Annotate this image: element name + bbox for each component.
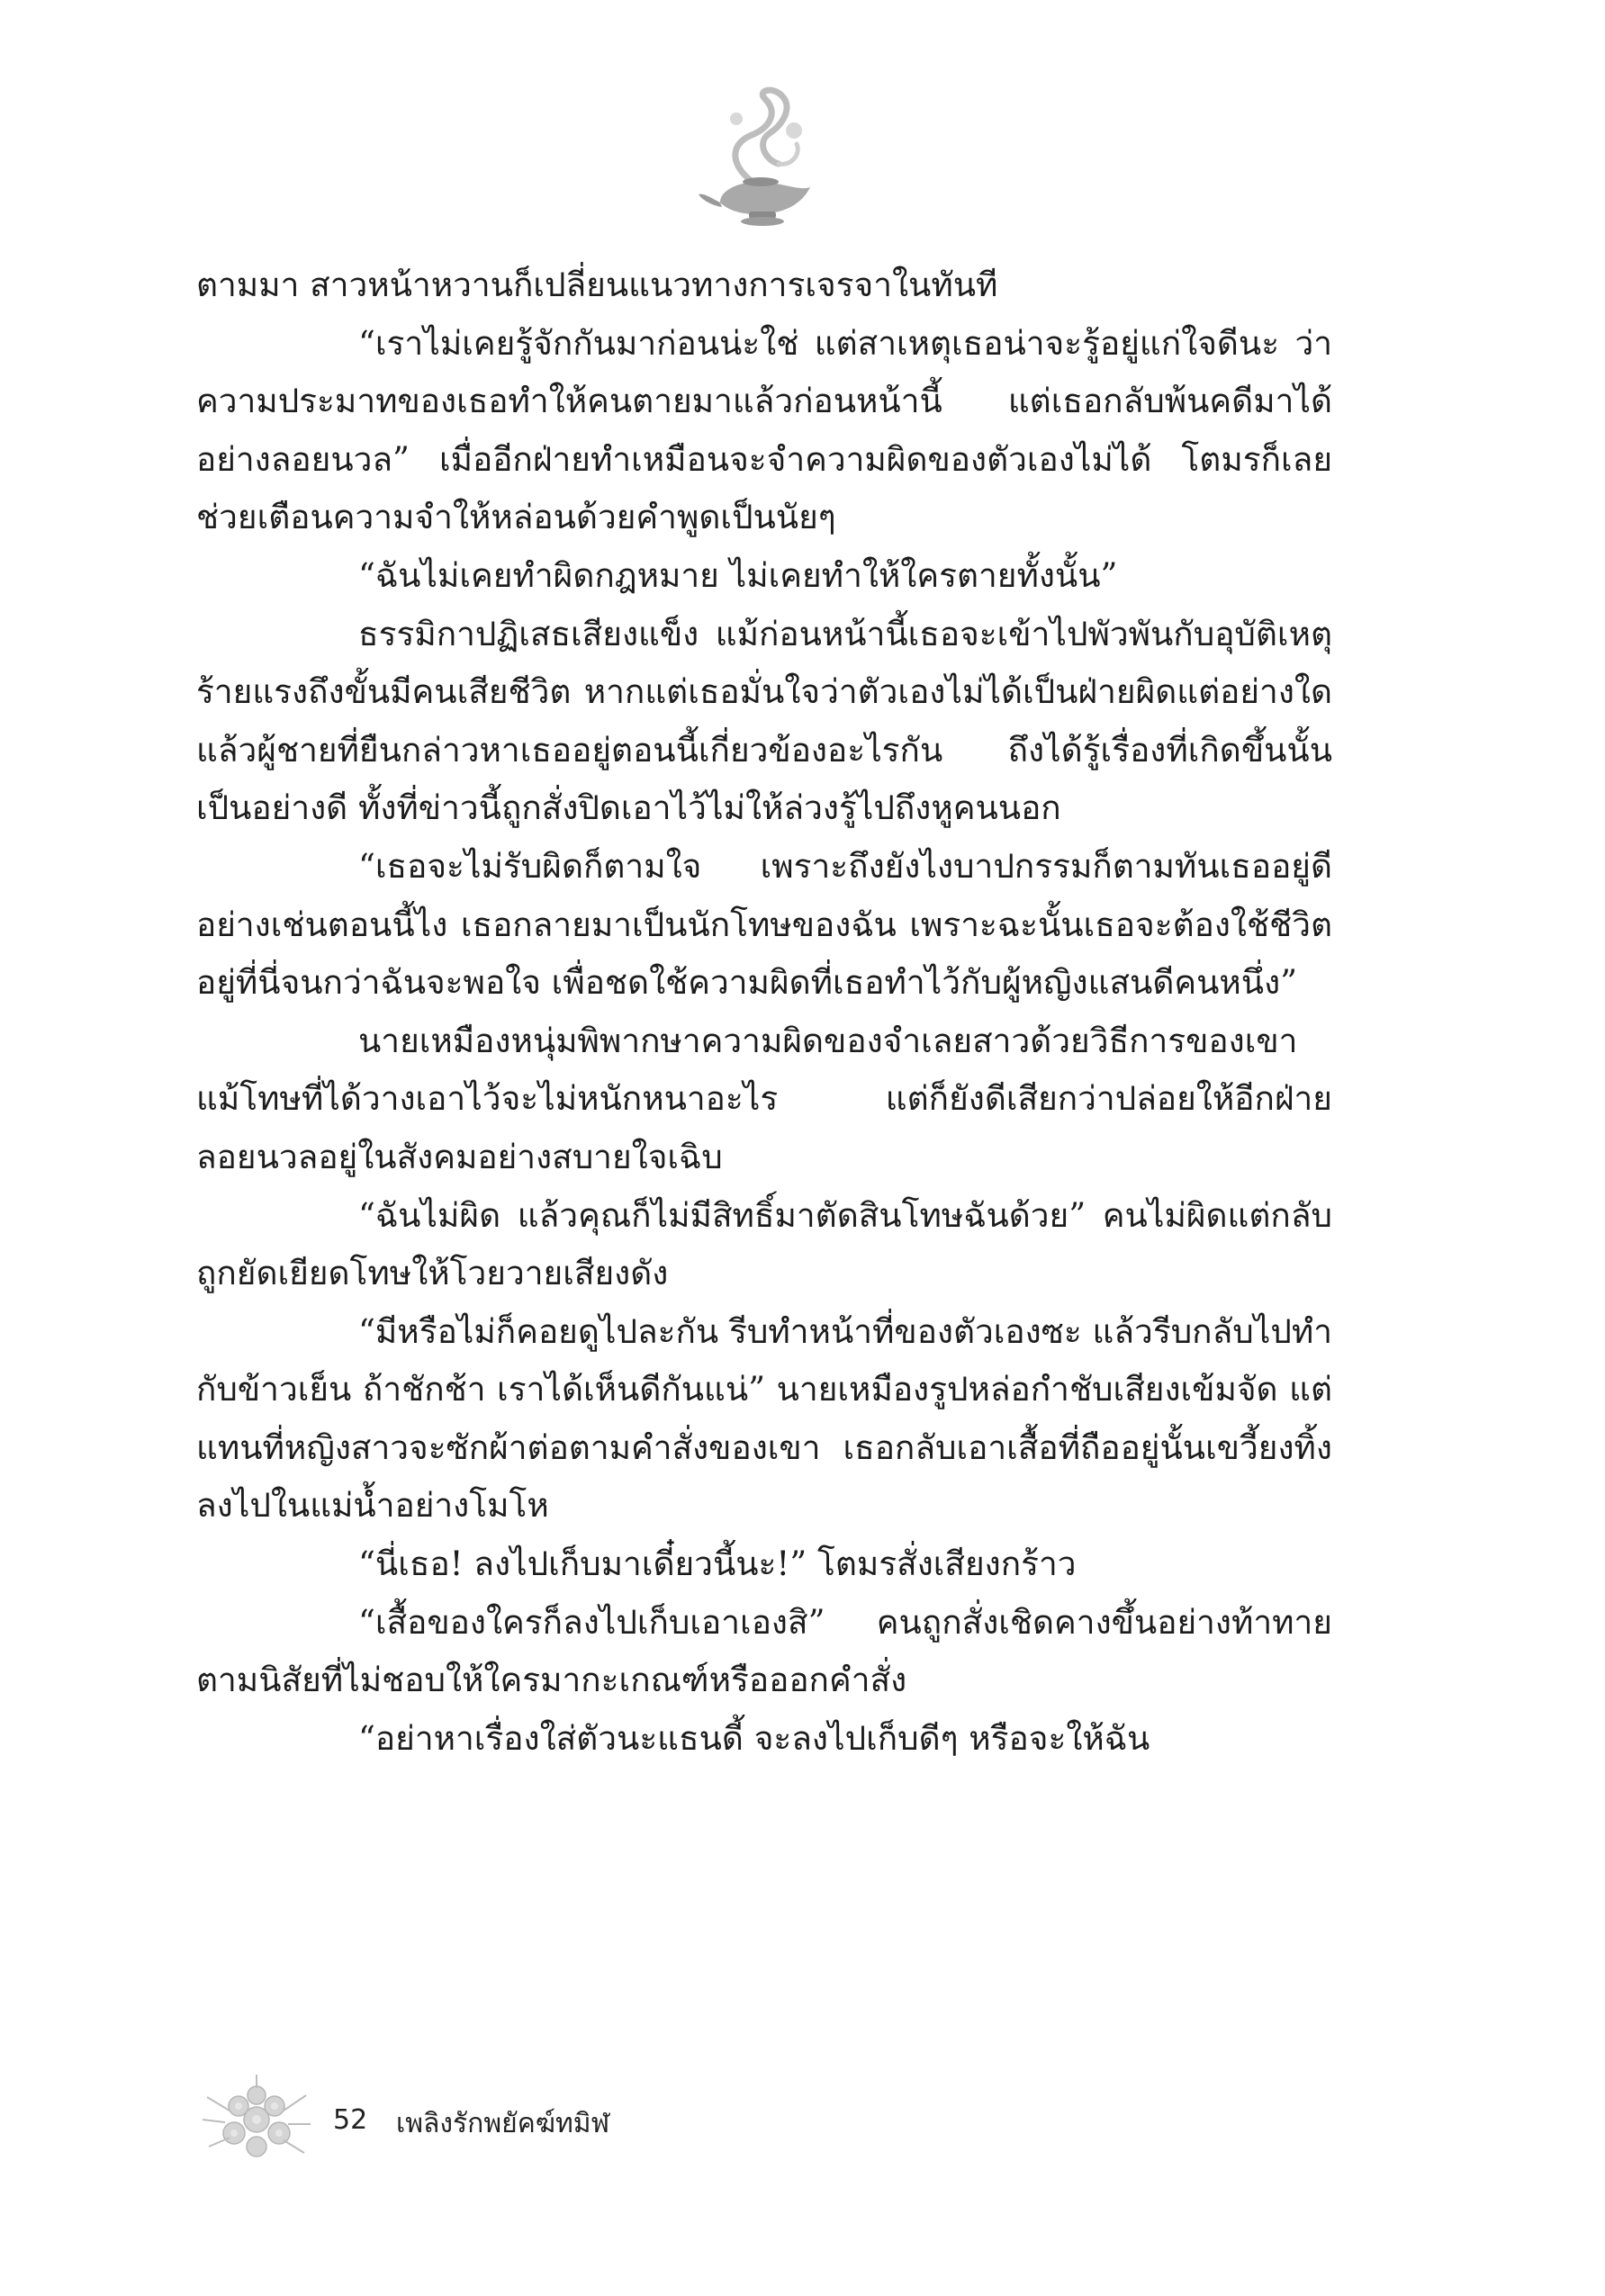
paragraph: “เสื้อของใครก็ลงไปเก็บเอาเองสิ” คนถูกสั่งเชิดคางขึ้นอย่างท้าทายตามนิสัยที่ไม่ชอบให้ใครมากะเกณฑ์หรือออกคำสั่ง xyxy=(196,1602,1332,1700)
paragraph: ตามมา สาวหน้าหวานก็เปลี่ยนแนวทางการเจรจาในทันที xyxy=(196,266,998,304)
page-footer xyxy=(189,2070,729,2169)
paragraph: “อย่าหาเรื่องใส่ตัวนะแธนดี้ จะลงไปเก็บดีๆ หรือจะให้ฉัน xyxy=(358,1718,1150,1758)
paragraph: “ฉันไม่ผิด แล้วคุณก็ไม่มีสิทธิ์มาตัดสินโทษฉันด้วย” คนไม่ผิดแต่กลับถูกยัดเยียดโทษให้โวยวายเสียงดัง xyxy=(196,1195,1332,1293)
paragraph: “เธอจะไม่รับผิดก็ตามใจ เพราะถึงยังไงบาปกรรมก็ตามทันเธออยู่ดี อย่างเช่นตอนนี้ไง เธอกลายมาเป็นนักโทษของฉัน เพราะฉะนั้นเธอจะต้องใช้ชีวิตอยู่ที่นี่จนกว่าฉันจะพอใจ เพื่อชดใช้ความผิดที่เธอทำไว้กับผู้หญิงแสนดีคนหนึ่ง” xyxy=(196,846,1332,1003)
paragraph: นายเหมืองหนุ่มพิพากษาความผิดของจำเลยสาวด้วยวิธีการของเขา แม้โทษที่ได้วางเอาไว้จะไม่หนักหนาอะไร แต่ก็ยังดีเสียกว่าปล่อยให้อีกฝ่ายลอยนวลอยู่ในสังคมอย่างสบายใจเฉิบ xyxy=(196,1021,1332,1176)
paragraph: “เราไม่เคยรู้จักกันมาก่อนน่ะใช่ แต่สาเหตุเธอน่าจะรู้อยู่แก่ใจดีนะ ว่าความประมาทของเธอทำให้คนตายมาแล้วก่อนหน้านี้ แต่เธอกลับพ้นคดีมาได้อย่างลอยนวล” เมื่ออีกฝ่ายทำเหมือนจะจำความผิดของตัวเองไม่ได้ โตมรก็เลยช่วยเตือนความจำให้หล่อนด้วยคำพูดเป็นนัยๆ xyxy=(196,323,1332,537)
book-title: เพลิงรักพยัคฆ์ทมิฬ xyxy=(396,2108,610,2139)
body-text xyxy=(196,257,1332,1768)
paragraph: “มีหรือไม่ก็คอยดูไปละกัน รีบทำหน้าที่ของตัวเองซะ แล้วรีบกลับไปทำกับข้าวเย็น ถ้าชักช้า เราได้เห็นดีกันแน่” นายเหมืองรูปหล่อกำชับเสียงเข้มจัด แต่แทนที่หญิงสาวจะซักผ้าต่อตามคำสั่งของเขา เธอกลับเอาเสื้อที่ถืออยู่นั้นเขวี้ยงทิ้งลงไปในแม่น้ำอย่างโมโห xyxy=(196,1311,1332,1526)
page-number: 52 xyxy=(333,2104,368,2136)
paragraph: “ฉันไม่เคยทำผิดกฎหมาย ไม่เคยทำให้ใครตายทั้งนั้น” xyxy=(358,555,1118,595)
genie-lamp-icon xyxy=(693,81,828,234)
flower-bouquet-icon xyxy=(189,2070,324,2169)
paragraph: ธรรมิกาปฏิเสธเสียงแข็ง แม้ก่อนหน้านี้เธอจะเข้าไปพัวพันกับอุบัติเหตุร้ายแรงถึงขั้นมีคนเสียชีวิต หากแต่เธอมั่นใจว่าตัวเองไม่ได้เป็นฝ่ายผิดแต่อย่างใด แล้วผู้ชายที่ยืนกล่าวหาเธออยู่ตอนนี้เกี่ยวข้องอะไรกัน ถึงได้รู้เรื่องที่เกิดขึ้นนั้นเป็นอย่างดี ทั้งที่ข่าวนี้ถูกสั่งปิดเอาไว้ไม่ให้ล่วงรู้ไปถึงหูคนนอก xyxy=(196,614,1332,828)
paragraph: “นี่เธอ! ลงไปเก็บมาเดี๋ยวนี้นะ!” โตมรสั่งเสียงกร้าว xyxy=(358,1544,1077,1584)
